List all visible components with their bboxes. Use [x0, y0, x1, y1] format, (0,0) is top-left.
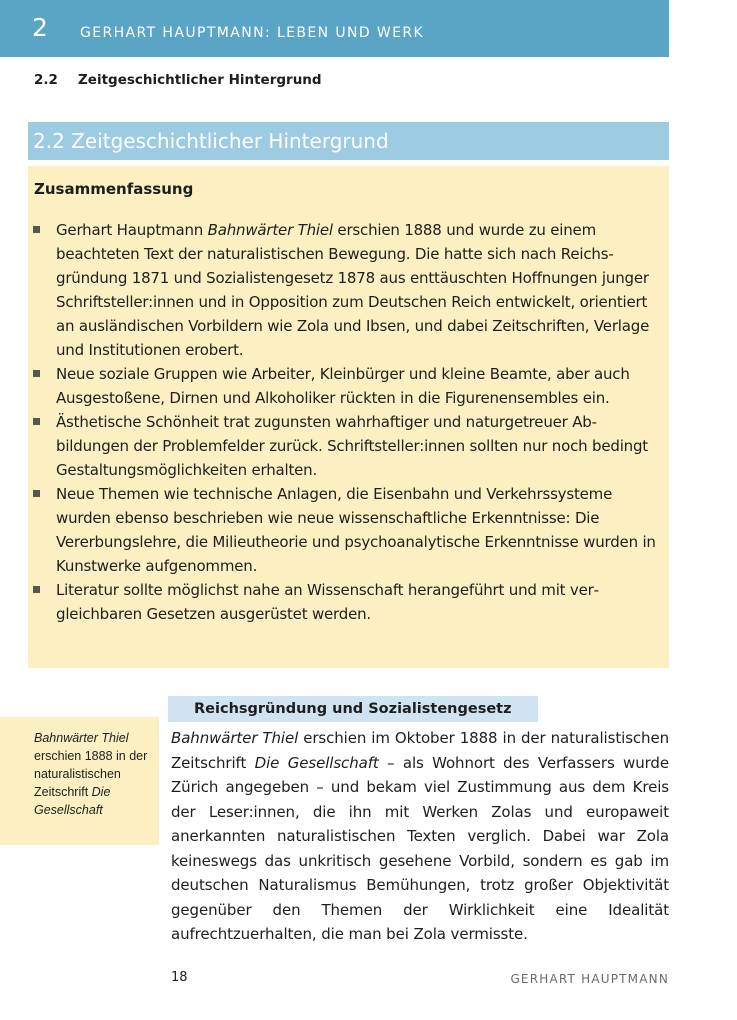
summary-item — [28, 362, 656, 410]
summary-item — [28, 482, 656, 578]
section-title-bar — [28, 122, 669, 160]
text-run: erschien 1888 in der naturalistischen Zeitschrift — [34, 749, 148, 799]
italic-text: Bahnwärter Thiel — [171, 729, 299, 747]
square-bullet-icon — [33, 490, 40, 497]
page-number: 18 — [171, 970, 188, 985]
margin-note-text — [34, 729, 154, 819]
square-bullet-icon — [33, 418, 40, 425]
text-run: Gerhart Hauptmann — [56, 221, 208, 239]
text-run: Literatur sollte möglichst nahe an Wissenschaft herangeführt und mit vergleichbaren Gesetzen ausgerüstet werden. — [56, 581, 600, 623]
chapter-number: 2 — [32, 13, 48, 42]
chapter-title: GERHART HAUPTMANN: LEBEN UND WERK — [80, 25, 425, 41]
summary-heading: Zusammenfassung — [34, 180, 194, 198]
summary-list — [28, 218, 669, 626]
running-footer-title: GERHART HAUPTMANN — [510, 972, 669, 986]
subsection-title: Reichsgründung und Sozialistengesetz — [194, 701, 512, 717]
summary-item — [28, 410, 656, 482]
breadcrumb-number: 2.2 — [34, 72, 58, 88]
italic-text: Die Gesellschaft — [254, 753, 379, 772]
text-run: – als Wohnort des Verfassers wurde Zürich angegeben – und bekam viel Zustimmung aus dem Kreis der Leser:innen, die ihn mit Werken Zolas und europaweit anerkannten naturalistischen Texten verglich. Dabei war Zola keineswegs das unkritisch gesehene Vorbild, sondern es gab im deutschen Naturalismus Bemühungen, trotz großer Objektivität gegenüber den Themen der Wirklichkeit eine Idealität aufrechtzuerhalten, die man bei Zola vermisste. — [171, 753, 669, 943]
text-run: erschien 1888 und wurde zu einem beachteten Text der naturalistischen Bewegung. Die hatte sich nach Reichsgründung 1871 und Sozialistengesetz 1878 aus enttäuschten Hoffnungen junger Schriftsteller:innen und in Opposition zum Deutschen Reich entwickelt, orientiert an ausländischen Vorbildern wie Zola und Ibsen, und dabei Zeitschriften, Verlage und Institutionen erobert. — [56, 221, 650, 359]
section-title: 2.2 Zeitgeschichtlicher Hintergrund — [33, 129, 389, 153]
summary-box — [28, 166, 669, 668]
subsection-title-bar — [168, 696, 538, 722]
breadcrumb — [34, 70, 322, 90]
chapter-header-bar — [0, 0, 669, 57]
square-bullet-icon — [33, 370, 40, 377]
italic-text: Bahnwärter Thiel — [207, 221, 333, 239]
body-paragraph — [171, 726, 669, 947]
summary-item — [28, 578, 656, 626]
summary-item — [28, 218, 656, 362]
italic-text: Die Gesellschaft — [34, 785, 111, 817]
square-bullet-icon — [33, 226, 40, 233]
italic-text: Bahnwärter Thiel — [34, 731, 129, 745]
margin-note — [0, 717, 159, 845]
text-run: Neue Themen wie technische Anlagen, die Eisenbahn und Verkehrssysteme wurden ebenso beschrieben wie neue wissenschaftliche Erkenntnisse: Die Vererbungslehre, die Milieutheorie und psychoanalytische Erkenntnisse wurden in Kunstwerke aufgenommen. — [56, 485, 656, 575]
square-bullet-icon — [33, 586, 40, 593]
breadcrumb-title: Zeitgeschichtlicher Hintergrund — [78, 72, 322, 88]
text-run: erschien im Oktober 1888 in der naturalistischen Zeitschrift — [171, 729, 669, 772]
text-run: Ästhetische Schönheit trat zugunsten wahrhaftiger und naturgetreuer Abbildungen der Problemfelder zurück. Schriftsteller:innen sollten nur noch bedingt Gestaltungsmöglichkeiten erhalten. — [56, 413, 648, 479]
text-run: Neue soziale Gruppen wie Arbeiter, Kleinbürger und kleine Beamte, aber auch Ausgestoßene, Dirnen und Alkoholiker rückten in die Figurenensembles ein. — [56, 365, 630, 407]
